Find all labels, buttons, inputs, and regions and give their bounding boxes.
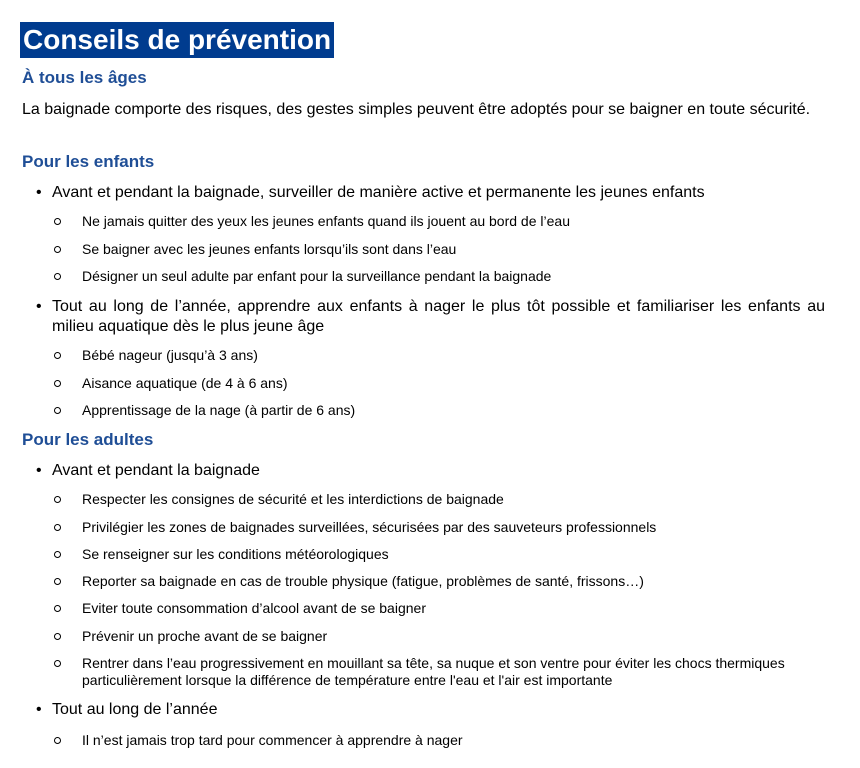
heading-adults: Pour les adultes bbox=[22, 430, 154, 449]
sub-list-item-text: Il n’est jamais trop tard pour commencer à apprendre à nager bbox=[82, 732, 463, 748]
circle-bullet-icon bbox=[54, 633, 61, 640]
list-item-text: Tout au long de l’année, apprendre aux enfants à nager le plus tôt possible et familiariser les enfants au milieu aquatique dès le plus jeune âge bbox=[52, 298, 825, 335]
sub-list-item-text: Prévenir un proche avant de se baigner bbox=[82, 628, 328, 644]
heading-all-ages: À tous les âges bbox=[22, 68, 147, 87]
circle-bullet-icon bbox=[54, 246, 61, 253]
circle-bullet-icon bbox=[54, 737, 61, 744]
bullet-icon: • bbox=[36, 184, 42, 201]
sub-list-item-text: Reporter sa baignade en cas de trouble physique (fatigue, problèmes de santé, frissons…) bbox=[82, 573, 644, 589]
circle-bullet-icon bbox=[54, 578, 61, 585]
circle-bullet-icon bbox=[54, 524, 61, 531]
sub-list-item-text: Aisance aquatique (de 4 à 6 ans) bbox=[82, 375, 288, 391]
heading-children: Pour les enfants bbox=[22, 152, 155, 171]
circle-bullet-icon bbox=[54, 380, 61, 387]
circle-bullet-icon bbox=[54, 218, 61, 225]
circle-bullet-icon bbox=[54, 551, 61, 558]
sub-list-item-text: Désigner un seul adulte par enfant pour la surveillance pendant la baignade bbox=[82, 268, 552, 284]
sub-list-item-text: Eviter toute consommation d’alcool avant de se baigner bbox=[82, 600, 426, 616]
list-item-text: Tout au long de l’année bbox=[52, 701, 218, 718]
intro-paragraph: La baignade comporte des risques, des gestes simples peuvent être adoptés pour se baigner en toute sécurité. bbox=[22, 101, 811, 118]
circle-bullet-icon bbox=[54, 496, 61, 503]
circle-bullet-icon bbox=[54, 660, 61, 667]
page-title: Conseils de prévention bbox=[20, 22, 334, 58]
list-item-text: Avant et pendant la baignade, surveiller de manière active et permanente les jeunes enfants bbox=[52, 184, 705, 201]
sub-list-item-text: Ne jamais quitter des yeux les jeunes enfants quand ils jouent au bord de l’eau bbox=[82, 213, 570, 229]
bullet-icon: • bbox=[36, 298, 42, 315]
circle-bullet-icon bbox=[54, 407, 61, 414]
sub-list-item-text: Apprentissage de la nage (à partir de 6 ans) bbox=[82, 402, 356, 418]
sub-list-item-text: Se renseigner sur les conditions météorologiques bbox=[82, 546, 389, 562]
sub-list-item-text: Respecter les consignes de sécurité et les interdictions de baignade bbox=[82, 491, 504, 507]
sub-list-item-text: Bébé nageur (jusqu’à 3 ans) bbox=[82, 347, 258, 363]
list-item-text: Avant et pendant la baignade bbox=[52, 462, 260, 479]
circle-bullet-icon bbox=[54, 605, 61, 612]
circle-bullet-icon bbox=[54, 352, 61, 359]
sub-list-item-text: Rentrer dans l’eau progressivement en mouillant sa tête, sa nuque et son ventre pour éviter les chocs thermiques particulièrement lorsque la différence de température entre l'eau et l'air est importante bbox=[82, 655, 785, 688]
circle-bullet-icon bbox=[54, 273, 61, 280]
bullet-icon: • bbox=[36, 462, 42, 479]
sub-list-item-text: Se baigner avec les jeunes enfants lorsqu’ils sont dans l’eau bbox=[82, 241, 457, 257]
sub-list-item-text: Privilégier les zones de baignades surveillées, sécurisées par des sauveteurs professionnels bbox=[82, 519, 657, 535]
bullet-icon: • bbox=[36, 701, 42, 718]
